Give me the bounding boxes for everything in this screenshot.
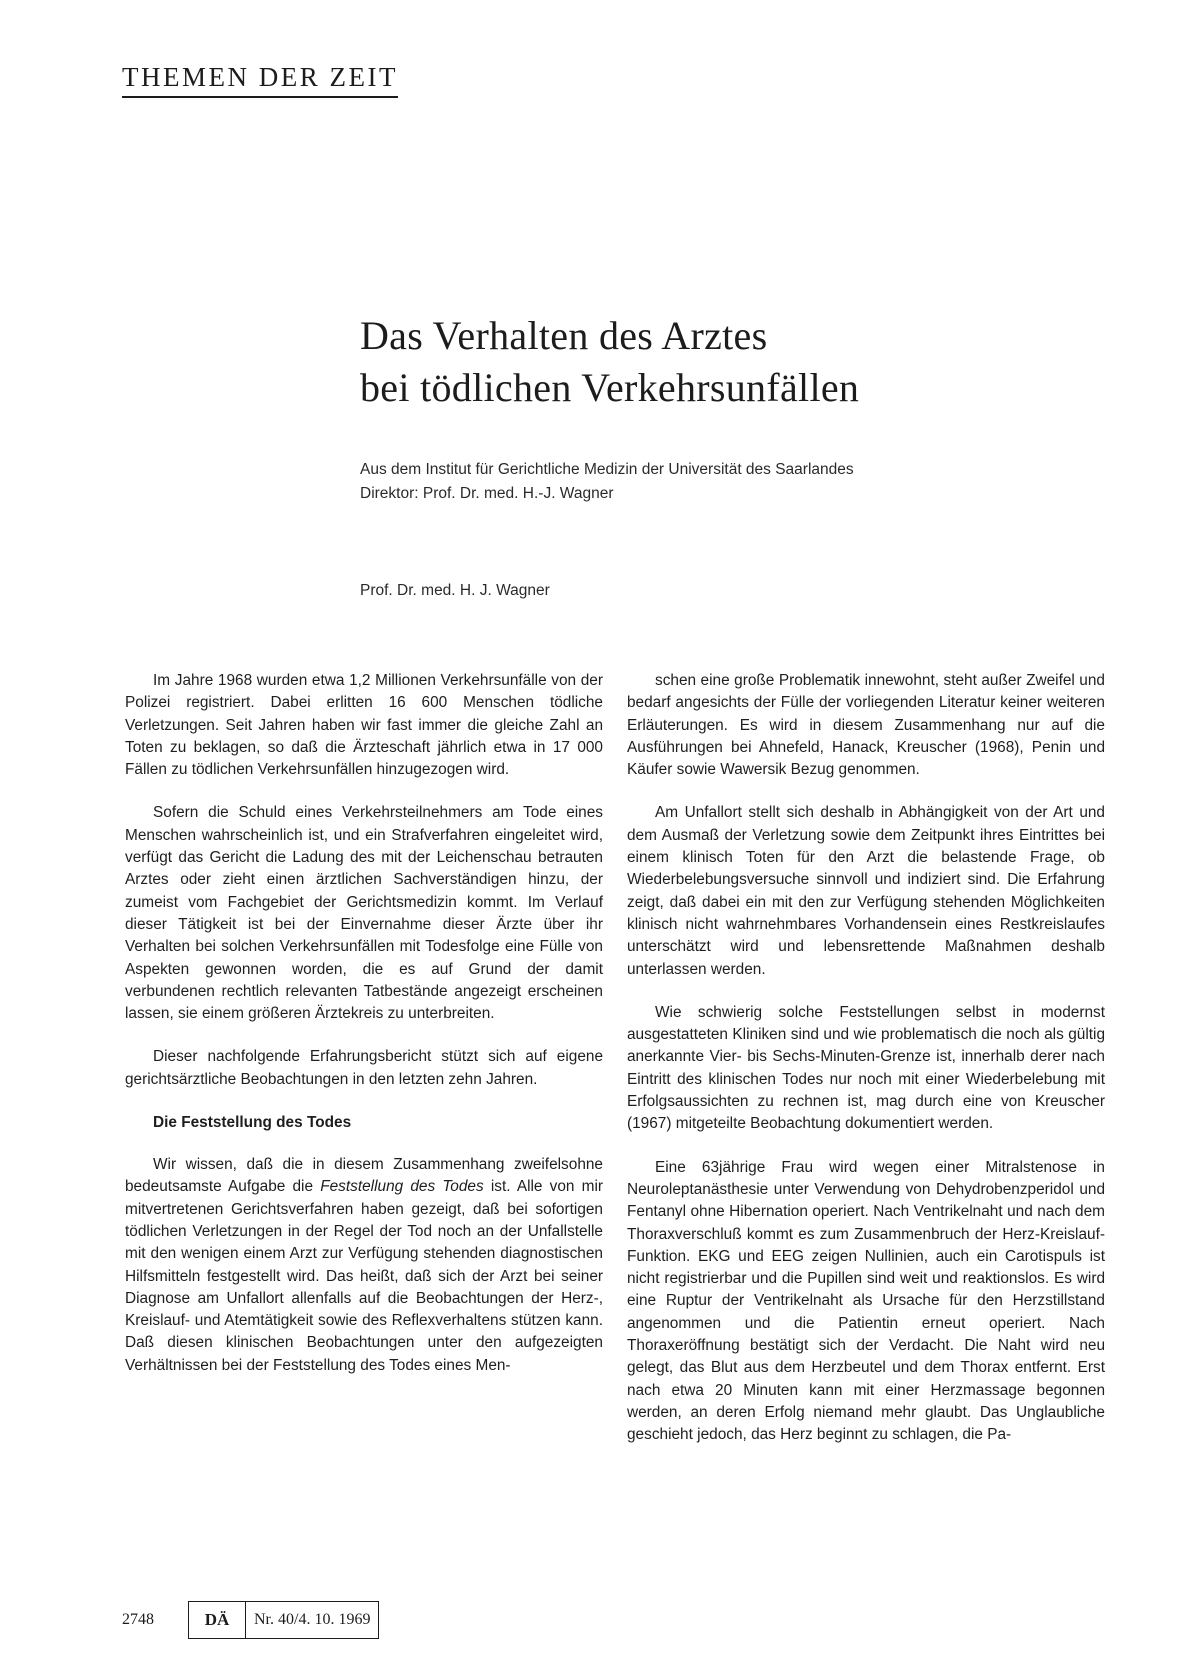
paragraph: [125, 1154, 603, 1377]
emphasis-text: Feststellung des Todes: [320, 1178, 484, 1196]
institute-affiliation: [360, 458, 854, 506]
page-number: 2748: [122, 1611, 154, 1628]
journal-logo: DÄ: [189, 1602, 246, 1638]
title-line-2: bei tödlichen Verkehrsunfällen: [360, 365, 860, 410]
issue-info: Nr. 40/4. 10. 1969: [254, 1611, 371, 1628]
title-line-1: Das Verhalten des Arztes: [360, 313, 768, 358]
paragraph: Dieser nachfolgende Erfahrungsbericht stützt sich auf eigene gerichtsärztliche Beobachtungen in den letzten zehn Jahren.: [125, 1048, 603, 1088]
institute-line-2: Direktor: Prof. Dr. med. H.-J. Wagner: [360, 485, 614, 502]
paragraph: Eine 63jährige Frau wird wegen einer Mitralstenose in Neuroleptanästhesie unter Verwendung von Dehydrobenzperidol und Fentanyl ohne Hibernation operiert. Nach Ventrikelnaht und nach dem Thoraxverschluß kommt es zum Zusammenbruch der Herz-Kreislauf-Funktion. EKG und EEG zeigen Nullinien, auch ein Carotispuls ist nicht registrierbar und die Pupillen sind weit und reaktionslos. Es wird eine Ruptur der Ventrikelnaht als Ursache für den Herzstillstand angenommen und die Patientin erneut operiert. Nach Thoraxeröffnung bestätigt sich der Verdacht. Die Naht wird neu gelegt, das Blut aus dem Herzbeutel und dem Thorax entfernt. Erst nach etwa 20 Minuten kann mit einer Herzmassage begonnen werden, an deren Erfolg niemand mehr glaubt. Das Unglaubliche geschieht jedoch, das Herz beginnt zu schlagen, die Pa-: [627, 1158, 1105, 1444]
paragraph: Sofern die Schuld eines Verkehrsteilnehmers am Tode eines Menschen wahrscheinlich ist, und ein Strafverfahren eingeleitet wird, verfügt das Gericht die Ladung des mit der Leichenschau betrauten Arztes oder zieht einen ärztlichen Sachverständigen hinzu, der zumeist vom Fachgebiet der Gerichtsmedizin kommt. Im Verlauf dieser Tätigkeit ist bei der Einvernahme dieser Ärzte über ihr Verhalten bei solchen Verkehrsunfällen mit Todesfolge eine Fülle von Aspekten gewonnen worden, die es auf Grund der damit verbundenen rechtlich relevanten Tatbestände angezeigt erscheinen lassen, sie einem größeren Ärztekreis zu unterbreiten.: [125, 804, 603, 1023]
article-title: [360, 310, 859, 414]
institute-line-1: Aus dem Institut für Gerichtliche Medizin der Universität des Saarlandes: [360, 461, 854, 478]
paragraph: Wie schwierig solche Feststellungen selbst in modernst ausgestatteten Kliniken sind und wie problematisch die noch als gültig anerkannte Vier- bis Sechs-Minuten-Grenze ist, innerhalb derer nach Eintritt des klinischen Todes nur noch mit einer Wiederbelebung mit Erfolgsaussichten zu rechnen ist, mag durch eine von Kreuscher (1967) mitgeteilte Beobachtung dokumentiert werden.: [627, 1003, 1105, 1133]
paragraph: Im Jahre 1968 wurden etwa 1,2 Millionen Verkehrsunfälle von der Polizei registriert. Dabei erlitten 16 600 Menschen tödliche Verletzungen. Seit Jahren haben wir fast immer die gleiche Zahl an Toten zu beklagen, so daß die Ärzteschaft jährlich etwa in 17 000 Fällen zu tödlichen Verkehrsunfällen hinzugezogen wird.: [125, 672, 603, 779]
text-run: ist. Alle von mir mitvertretenen Gerichtsverfahren haben gezeigt, daß bei sofortigen tödlichen Verletzungen in der Regel der Tod noch an der Unfallstelle mit den wenigen einem Arzt zur Verfügung stehenden diagnostischen Hilfsmitteln festgestellt wird. Das heißt, daß sich der Arzt bei seiner Diagnose am Unfallort allenfalls auf die Beobachtungen der Herz-, Kreislauf- und Atemtätigkeit sowie des Reflexverhaltens stützen kann. Daß diesen klinischen Beobachtungen unter den aufgezeigten Verhältnissen bei der Feststellung des Todes eines Men-: [125, 1178, 603, 1374]
section-header: THEMEN DER ZEIT: [122, 62, 398, 98]
right-column: [627, 670, 1105, 1468]
text-run: Wir wissen, daß die in diesem Zusammenhang zweifelsohne bedeutsamste Aufgabe die: [125, 1156, 603, 1196]
page-footer: [122, 1600, 379, 1640]
paragraph: Am Unfallort stellt sich deshalb in Abhängigkeit von der Art und dem Ausmaß der Verletzung sowie dem Zeitpunkt ihres Eintrittes bei einem klinisch Toten für den Arzt die belastende Frage, ob Wiederbelebungsversuche sinnvoll und indiziert sind. Die Erfahrung zeigt, daß dabei ein mit den zur Verfügung stehenden Möglichkeiten klinisch nicht wahrnehmbares Vorhandensein eines Restkreislaufes unterschätzt wird und lebensrettende Maßnahmen deshalb unterlassen werden.: [627, 804, 1105, 978]
journal-reference-box: [188, 1601, 379, 1639]
left-column: [125, 670, 603, 1398]
paragraph: schen eine große Problematik innewohnt, steht außer Zweifel und bedarf angesichts der Fülle der vorliegenden Literatur keiner weiteren Erläuterungen. Es wird in diesem Zusammenhang nur auf die Ausführungen bei Ahnefeld, Hanack, Kreuscher (1968), Penin und Käufer sowie Wawersik Bezug genommen.: [627, 672, 1105, 779]
section-heading: Die Feststellung des Todes: [153, 1114, 352, 1132]
author-name: Prof. Dr. med. H. J. Wagner: [360, 582, 550, 599]
